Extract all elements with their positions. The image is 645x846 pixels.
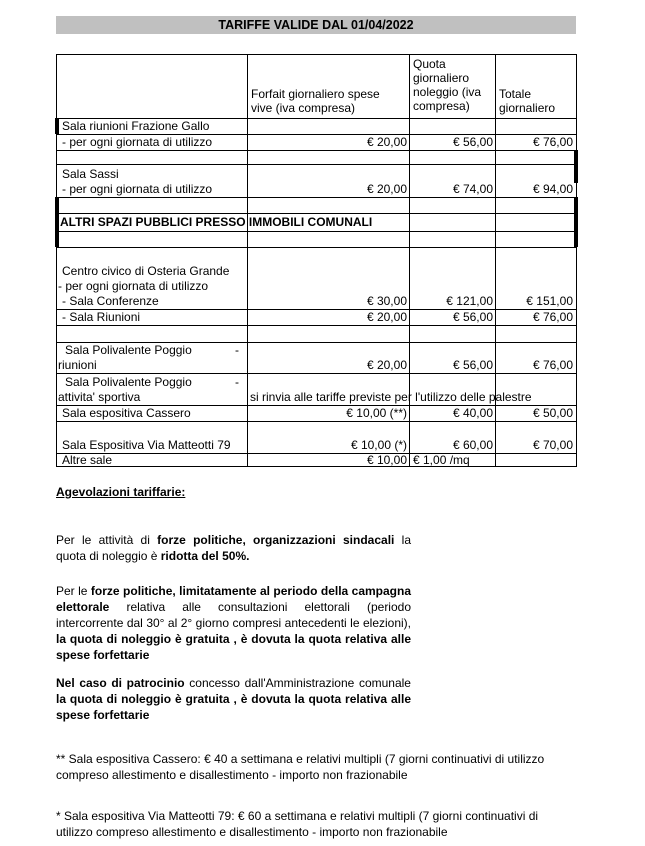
footnote-cassero: ** Sala espositiva Cassero: € 40 a settimana e relativi multipli (7 giorni continuativi di utilizzo compreso allestimento e disallestimento - importo non frazionabile <box>56 752 545 782</box>
cell-value: € 20,00 <box>366 310 407 324</box>
row-altre-label: Altre sale <box>62 453 113 467</box>
header-totale: Totale giornaliero <box>499 87 556 115</box>
tariff-table <box>56 54 577 467</box>
cell-value: € 50,00 <box>532 406 573 420</box>
paragraph-forze-politiche: Per le attività di forze politiche, organizzazioni sindacali la quota di noleggio è ridotta del 50%. <box>56 533 411 563</box>
row-centro-sub: - per ogni giornata di utilizzo <box>58 279 209 293</box>
cell-value: € 94,00 <box>532 182 573 196</box>
cell-value: € 74,00 <box>452 182 493 196</box>
cell-value: € 30,00 <box>366 294 407 308</box>
cell-value: € 56,00 <box>452 310 493 324</box>
cell-value: € 56,00 <box>452 135 493 149</box>
row-gallo-sub: - per ogni giornata di utilizzo <box>62 135 213 149</box>
agevolazioni-heading: Agevolazioni tariffarie: <box>56 485 186 499</box>
row-gallo-label: Sala riunioni Frazione Gallo <box>62 119 210 133</box>
row-conferenze-label: - Sala Conferenze <box>62 294 159 308</box>
header-quota: Quota giornaliero noleggio (iva compresa) <box>413 57 482 113</box>
cell-value: € 70,00 <box>532 438 573 452</box>
row-sassi-sub: - per ogni giornata di utilizzo <box>62 182 213 196</box>
section-heading: ALTRI SPAZI PUBBLICI PRESSO IMMOBILI COMUNALI <box>60 215 373 229</box>
cell-value: € 20,00 <box>366 135 407 149</box>
row-poggio-riunioni-label: Sala Polivalente Poggio <box>65 343 192 357</box>
footnote-matteotti: * Sala espositiva Via Matteotti 79: € 60 a settimana e relativi multipli (7 giorni continuativi di utilizzo compreso allestimento e disallestimento - importo non frazionabile <box>56 809 539 839</box>
row-matteotti-label: Sala Espositiva Via Matteotti 79 <box>62 438 231 452</box>
row-sassi-label: Sala Sassi <box>62 167 119 181</box>
page-title: TARIFFE VALIDE DAL 01/04/2022 <box>56 16 576 34</box>
cell-value: € 1,00 /mq <box>413 453 470 467</box>
header-forfait: Forfait giornaliero spese vive (iva compresa) <box>251 87 380 115</box>
cell-value: € 10,00 <box>366 453 407 467</box>
row-riunioni-label: - Sala Riunioni <box>62 310 141 324</box>
cell-value: € 60,00 <box>452 438 493 452</box>
cell-value: € 76,00 <box>532 358 573 372</box>
cell-value: € 20,00 <box>366 182 407 196</box>
paragraph-patrocinio: Nel caso di patrocinio concesso dall'Amministrazione comunale la quota di noleggio è gratuita , è dovuta la quota relativa alle spese forfettarie <box>56 676 411 722</box>
row-centro-label: Centro civico di Osteria Grande <box>62 264 230 278</box>
dash: - <box>235 343 239 357</box>
paragraph-campagna-elettorale: Per le forze politiche, limitatamente al periodo della campagna elettorale relativa alle consultazioni elettorali (periodo intercorrente dal 30° al 2° giorno compresi antecedenti le elezioni), la quota di noleggio è gratuita , è dovuta la quota relativa alle spese forfettarie <box>56 584 412 662</box>
cell-value: € 10,00 (*) <box>350 438 407 452</box>
cell-value: € 40,00 <box>452 406 493 420</box>
dash: - <box>235 375 239 389</box>
cell-value: € 20,00 <box>366 358 407 372</box>
row-cassero-label: Sala espositiva Cassero <box>62 406 191 420</box>
cell-value: € 76,00 <box>532 310 573 324</box>
cell-value: € 76,00 <box>532 135 573 149</box>
palestre-note: si rinvia alle tariffe previste per l'utilizzo delle palestre <box>250 390 532 404</box>
cell-value: € 56,00 <box>452 358 493 372</box>
cell-value: € 121,00 <box>446 294 493 308</box>
row-poggio-sportiva-sub: attivita' sportiva <box>58 390 141 404</box>
cell-value: € 151,00 <box>526 294 573 308</box>
row-poggio-sportiva-label: Sala Polivalente Poggio <box>65 375 192 389</box>
cell-value: € 10,00 (**) <box>346 406 407 420</box>
row-poggio-riunioni-sub: riunioni <box>58 358 97 372</box>
